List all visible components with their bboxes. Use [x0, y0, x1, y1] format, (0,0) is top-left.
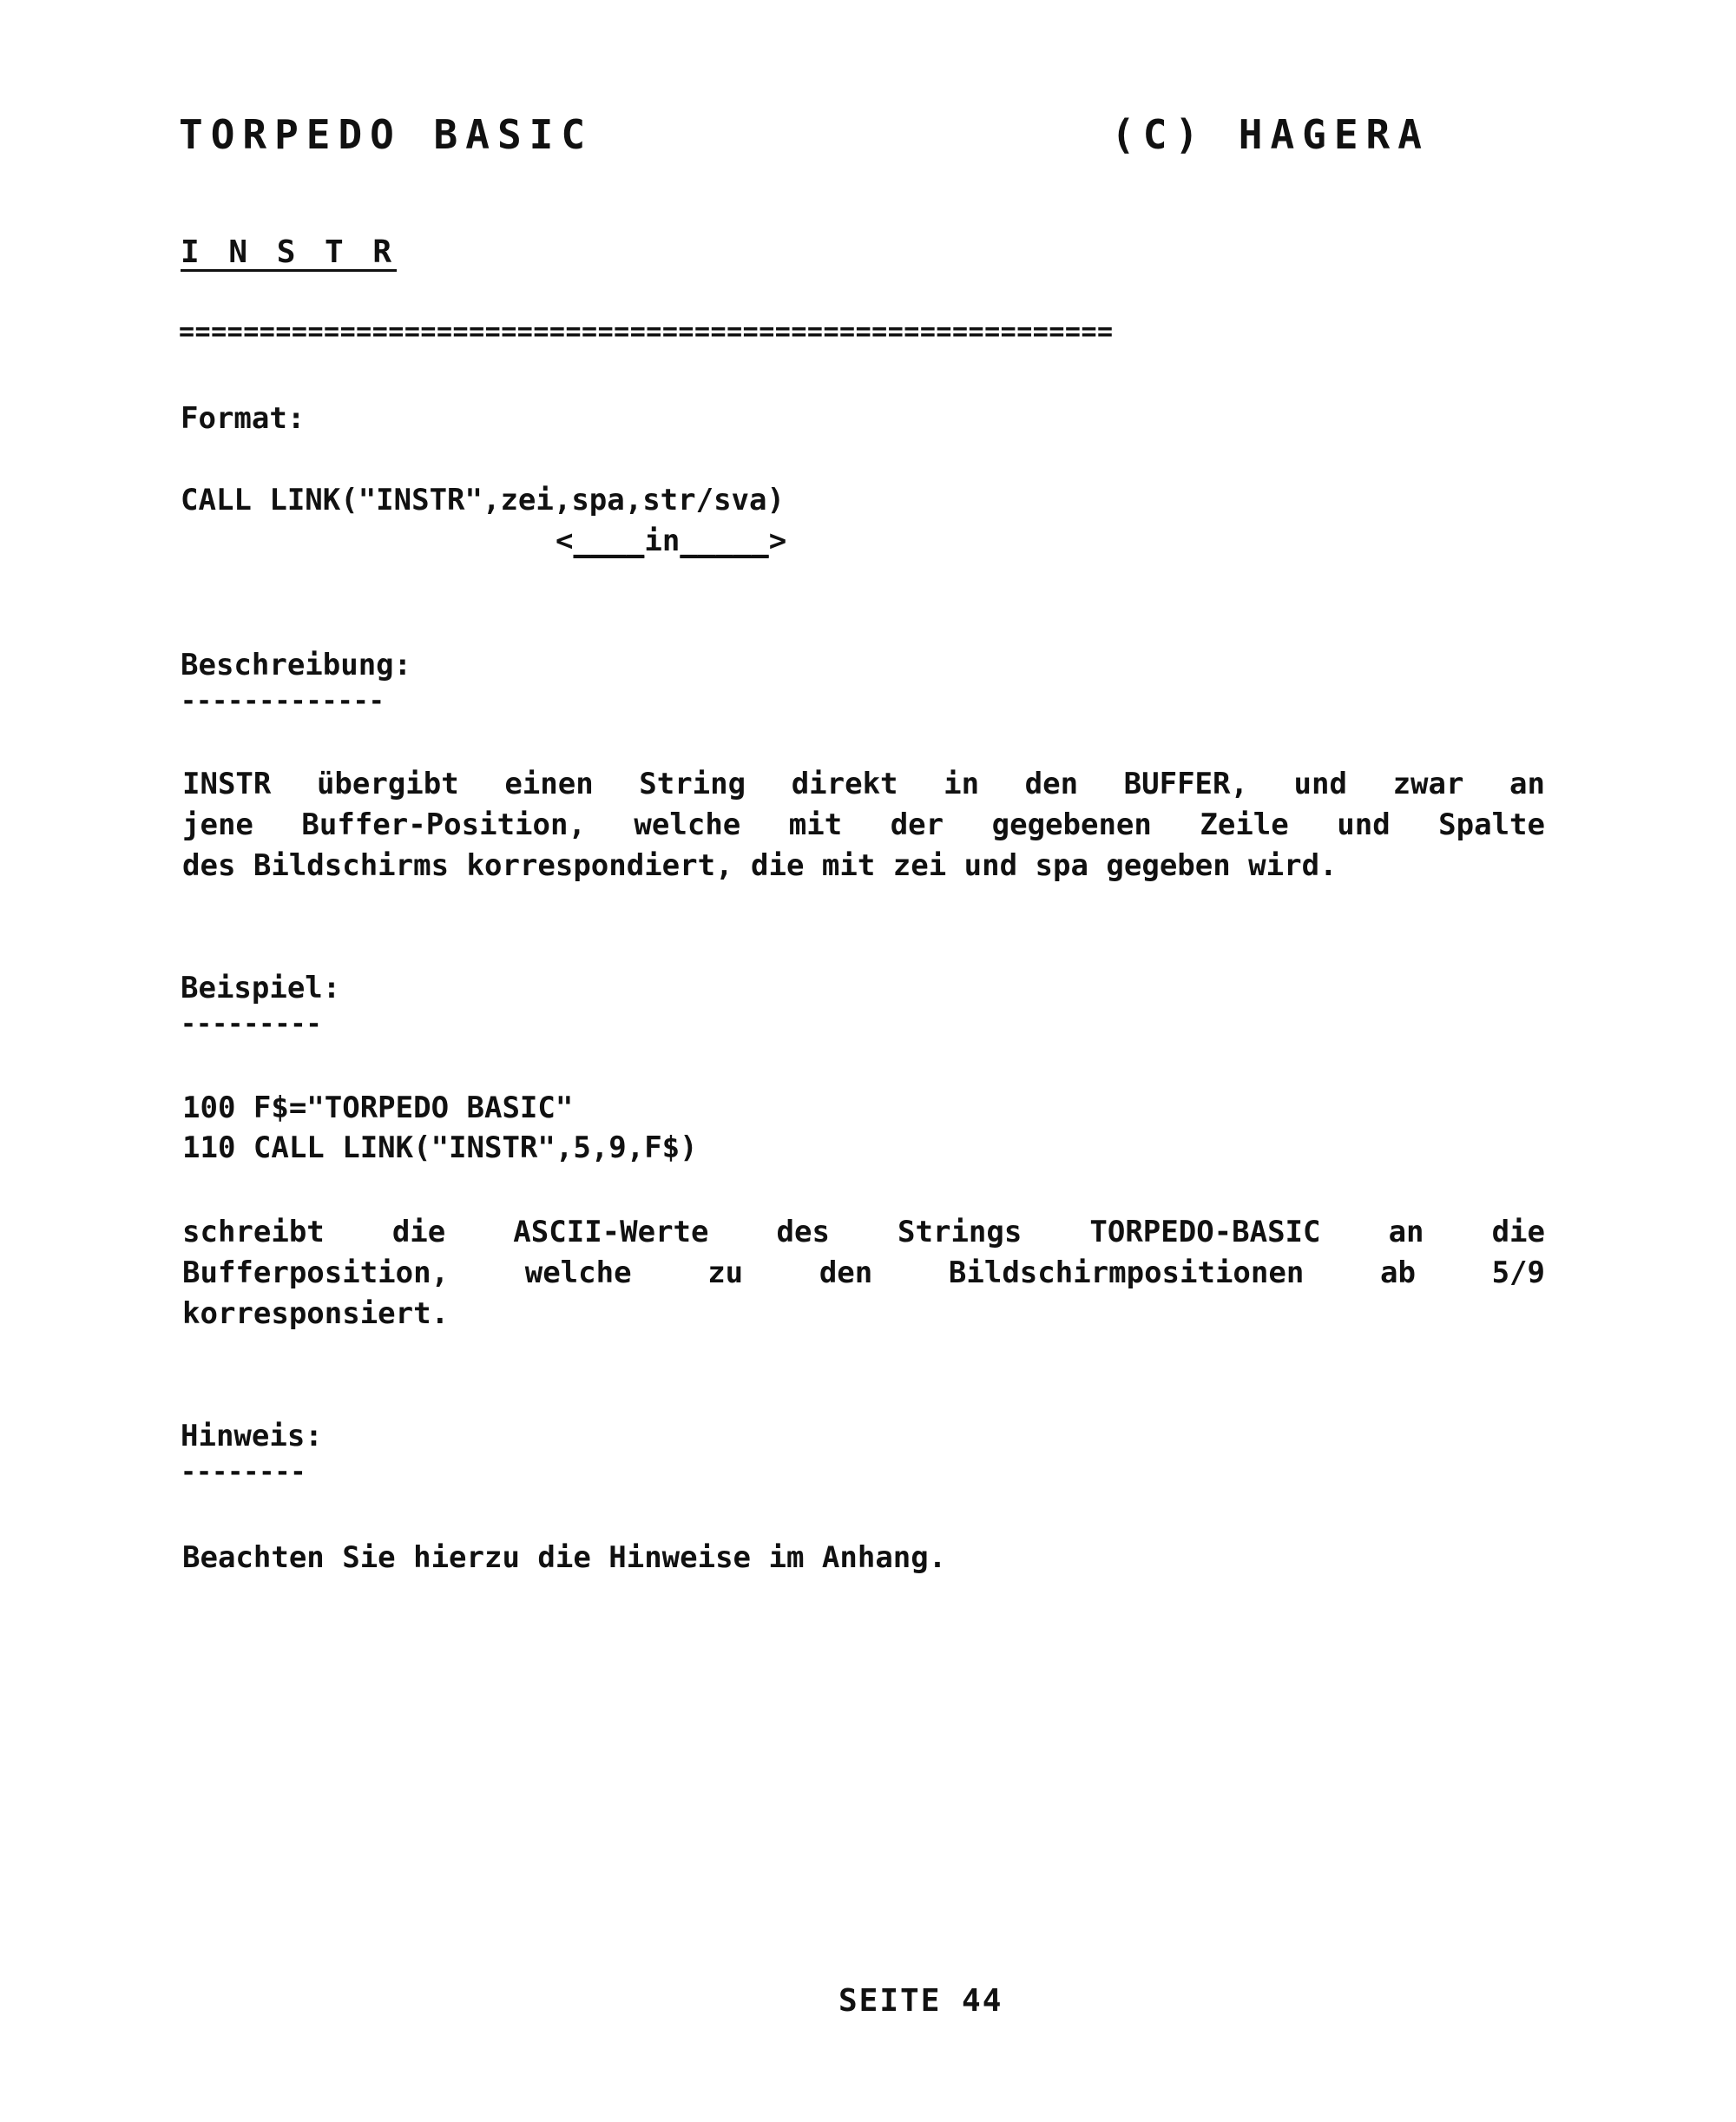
in-word: in	[644, 524, 681, 558]
hinweis-underline: --------	[181, 1457, 306, 1487]
code-line: 110 CALL LINK("INSTR",5,9,F$)	[182, 1130, 698, 1165]
code-line: 100 F$="TORPEDO BASIC"	[182, 1091, 574, 1125]
beispiel-line: korresponsiert.	[182, 1296, 450, 1331]
beispiel-line: Bufferposition, welche zu den Bildschirmpositionen ab 5/9	[182, 1255, 1545, 1290]
beschreibung-paragraph	[182, 764, 1545, 886]
format-syntax: CALL LINK("INSTR",zei,spa,str/sva)	[181, 483, 785, 517]
in-suffix: >	[768, 524, 787, 558]
in-prefix: <	[556, 524, 574, 558]
beschreibung-line: des Bildschirms korrespondiert, die mit zei und spa gegeben wird.	[182, 848, 1338, 883]
beschreibung-line: INSTR übergibt einen String direkt in den BUFFER, und zwar an	[182, 767, 1545, 801]
section-title: I N S T R	[181, 234, 398, 270]
header-title: TORPEDO BASIC	[179, 111, 594, 158]
page-number: SEITE 44	[838, 1983, 1003, 2019]
hinweis-text: Beachten Sie hierzu die Hinweise im Anhang.	[182, 1540, 947, 1575]
format-in-annotation	[556, 524, 786, 558]
beispiel-paragraph	[182, 1212, 1545, 1334]
beschreibung-label: Beschreibung:	[181, 648, 412, 682]
beschreibung-line: jene Buffer-Position, welche mit der gegebenen Zeile und Spalte	[182, 807, 1545, 842]
beispiel-line: schreibt die ASCII-Werte des Strings TORPEDO-BASIC an die	[182, 1215, 1545, 1249]
in-blank-1: ____	[573, 524, 645, 558]
hinweis-label: Hinweis:	[181, 1419, 323, 1453]
in-blank-2: _____	[680, 524, 769, 558]
separator-line: ==========================================================	[179, 317, 1114, 347]
header-copyright: (C) HAGERA	[1111, 111, 1430, 158]
beispiel-underline: ---------	[181, 1009, 322, 1039]
format-label: Format:	[181, 401, 306, 436]
beschreibung-underline: -------------	[181, 686, 385, 716]
beispiel-label: Beispiel:	[181, 971, 341, 1005]
